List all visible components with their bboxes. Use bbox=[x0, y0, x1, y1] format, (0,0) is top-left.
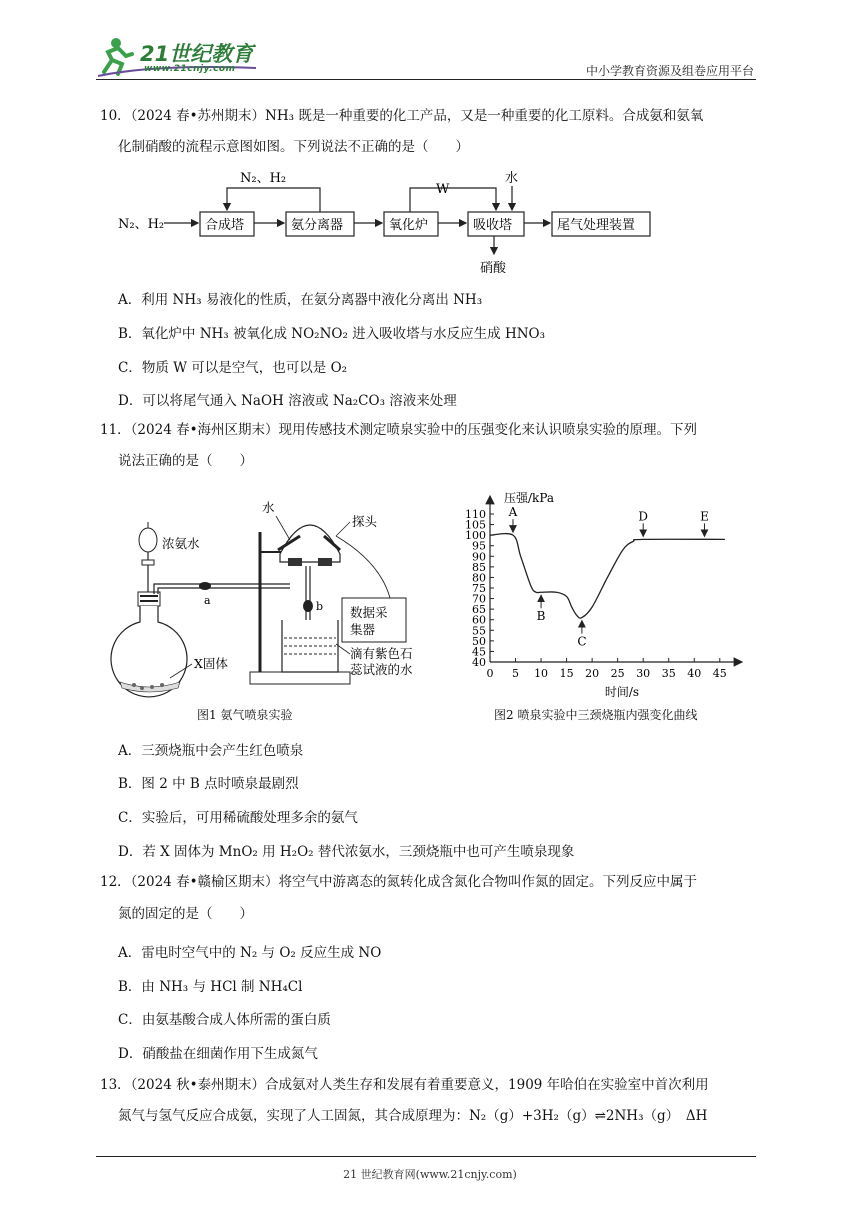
y-tick-label: 100 bbox=[465, 529, 486, 543]
logo-url: www.21cnjy.com bbox=[144, 64, 236, 74]
x-tick-label: 5 bbox=[512, 667, 520, 680]
x-axis-label: 时间/s bbox=[604, 685, 640, 699]
q10-option-d: D．可以将尾气通入 NaOH 溶液或 Na₂CO₃ 溶液来处理 bbox=[118, 393, 457, 409]
flow-recycle-label: N₂、H₂ bbox=[240, 171, 287, 186]
x-tick-label: 0 bbox=[486, 667, 494, 680]
y-tick-label: 60 bbox=[472, 613, 486, 627]
flow-water-label: 水 bbox=[505, 171, 519, 186]
q11-line2: 说法正确的是（ ） bbox=[118, 453, 253, 469]
x-tick-label: 45 bbox=[712, 667, 727, 680]
x-tick-label: 40 bbox=[687, 667, 702, 680]
flow-box-tail-gas: 尾气处理装置 bbox=[557, 218, 636, 233]
fig1-probe: 探头 bbox=[352, 514, 378, 529]
annotation-E: E bbox=[700, 509, 709, 524]
header-logo bbox=[96, 34, 266, 80]
x-tick-label: 35 bbox=[661, 667, 676, 680]
y-axis-label: 压强/kPa bbox=[504, 491, 555, 505]
q13-line1: 13．（2024 秋•泰州期末）合成氨对人类生存和发展有着重要意义，1909 年哈伯在实验室中首次利用 bbox=[100, 1077, 709, 1093]
y-tick-label: 70 bbox=[472, 592, 486, 606]
x-tick-label: 10 bbox=[534, 667, 549, 680]
q10-option-b: B．氧化炉中 NH₃ 被氧化成 NO₂NO₂ 进入吸收塔与水反应生成 HNO₃ bbox=[118, 326, 546, 342]
y-tick-label: 80 bbox=[472, 571, 486, 585]
q11-fig2-chart bbox=[440, 482, 760, 708]
q11-option-d: D．若 X 固体为 MnO₂ 用 H₂O₂ 替代浓氨水，三颈烧瓶中也可产生喷泉现象 bbox=[118, 844, 575, 860]
annotation-B: B bbox=[536, 609, 546, 624]
flow-input-label: N₂、H₂ bbox=[118, 217, 165, 232]
fig1-collector-1: 数据采 bbox=[350, 605, 388, 620]
y-tick-label: 55 bbox=[472, 624, 486, 638]
x-tick-label: 20 bbox=[585, 667, 600, 680]
q12-option-a: A．雷电时空气中的 N₂ 与 O₂ 反应生成 NO bbox=[118, 945, 382, 961]
footer-rule bbox=[96, 1156, 756, 1157]
q11-option-a: A．三颈烧瓶中会产生红色喷泉 bbox=[118, 743, 304, 759]
fig1-litmus-1: 滴有紫色石 bbox=[350, 646, 413, 661]
y-tick-label: 95 bbox=[472, 539, 486, 553]
y-tick-label: 105 bbox=[465, 518, 486, 532]
fig1-x-solid: X固体 bbox=[194, 656, 228, 671]
fig1-litmus-2: 蕊试液的水 bbox=[350, 662, 413, 677]
y-tick-label: 110 bbox=[465, 508, 486, 521]
header-platform-text: 中小学教育资源及组卷应用平台 bbox=[585, 64, 754, 78]
logo-text: 21世纪教育 bbox=[140, 42, 254, 66]
q13-line2: 氮气与氢气反应合成氨，实现了人工固氮，其合成原理为：N₂（g）+3H₂（g）⇌2NH₃（g） ΔH bbox=[118, 1108, 708, 1124]
pressure-curve bbox=[490, 534, 725, 619]
y-tick-label: 50 bbox=[472, 634, 486, 648]
q12-option-b: B．由 NH₃ 与 HCl 制 NH₄Cl bbox=[118, 979, 303, 995]
q10-option-c: C．物质 W 可以是空气，也可以是 O₂ bbox=[118, 360, 348, 376]
fig1-water: 水 bbox=[262, 500, 275, 515]
fig1-collector-2: 集器 bbox=[350, 622, 376, 637]
y-tick-label: 90 bbox=[472, 550, 486, 564]
q12-option-c: C．由氨基酸合成人体所需的蛋白质 bbox=[118, 1012, 331, 1028]
annotation-C: C bbox=[577, 634, 587, 649]
q11-option-b: B．图 2 中 B 点时喷泉最剧烈 bbox=[118, 776, 299, 792]
fig1-caption: 图1 氨气喷泉实验 bbox=[197, 708, 293, 722]
q11-line1: 11．（2024 春•海州区期末）现用传感技术测定喷泉实验中的压强变化来认识喷泉实验的原理。下列 bbox=[100, 422, 698, 438]
flow-box-absorber: 吸收塔 bbox=[473, 218, 513, 233]
y-tick-label: 40 bbox=[472, 656, 486, 669]
fig1-b-label: b bbox=[316, 600, 324, 613]
y-tick-label: 45 bbox=[472, 645, 486, 659]
flow-box-separator: 氨分离器 bbox=[291, 218, 344, 233]
y-tick-label: 85 bbox=[472, 560, 486, 574]
q10-line2: 化制硝酸的流程示意图如图。下列说法不正确的是（ ） bbox=[118, 139, 469, 155]
x-tick-label: 15 bbox=[559, 667, 574, 680]
q12-line1: 12．（2024 春•赣榆区期末）将空气中游离态的氮转化成含氮化合物叫作氮的固定。下列反应中属于 bbox=[100, 874, 698, 890]
q12-line2: 氮的固定的是（ ） bbox=[118, 906, 253, 922]
x-tick-label: 25 bbox=[610, 667, 625, 680]
fig2-caption: 图2 喷泉实验中三颈烧瓶内强变化曲线 bbox=[494, 708, 698, 722]
x-tick-label: 30 bbox=[636, 667, 651, 680]
q10-line1: 10．（2024 春•苏州期末）NH₃ 既是一种重要的化工产品，又是一种重要的化工原料。合成氨和氨氧 bbox=[100, 108, 704, 124]
annotation-A: A bbox=[508, 505, 518, 520]
y-tick-label: 75 bbox=[472, 582, 486, 595]
q11-fig1-apparatus bbox=[110, 492, 430, 722]
q10-option-a: A．利用 NH₃ 易液化的性质，在氨分离器中液化分离出 NH₃ bbox=[118, 292, 483, 308]
q10-flow-diagram bbox=[112, 160, 672, 280]
q11-option-c: C．实验后，可用稀硫酸处理多余的氨气 bbox=[118, 810, 358, 826]
footer-text: 21 世纪教育网(www.21cnjy.com) bbox=[343, 1168, 517, 1181]
fig1-conc-ammonia: 浓氨水 bbox=[162, 536, 200, 551]
y-tick-label: 65 bbox=[472, 603, 486, 617]
annotation-D: D bbox=[638, 509, 649, 524]
q12-option-d: D．硝酸盐在细菌作用下生成氮气 bbox=[118, 1046, 318, 1062]
flow-out-label: 硝酸 bbox=[480, 261, 507, 276]
header-rule bbox=[96, 79, 756, 80]
flow-box-synthesis: 合成塔 bbox=[205, 218, 245, 233]
flow-w-label: W bbox=[436, 182, 450, 197]
fig1-a-label: a bbox=[204, 594, 211, 607]
flow-box-oxidizer: 氧化炉 bbox=[389, 218, 429, 233]
